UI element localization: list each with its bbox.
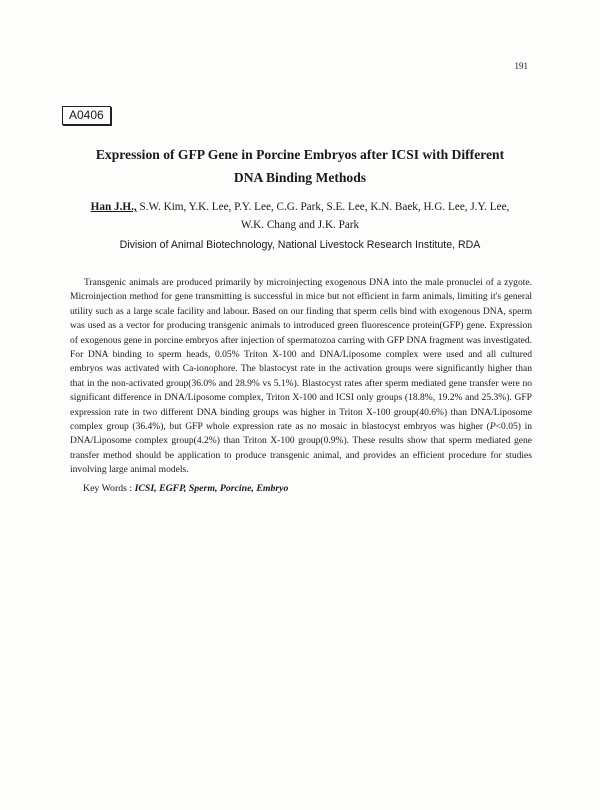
abstract-text-part-2: <0.05) in DNA/Liposome complex group(4.2%) than Triton X-100 group(0.9%). These results show that sperm mediated gene transfer method should be application to produce transgenic animal, and provides an efficient procedure for studies involving large animal models.	[70, 421, 532, 476]
title-line-1: Expression of GFP Gene in Porcine Embryos after ICSI with Different	[95, 147, 505, 162]
co-authors: S.W. Kim, Y.K. Lee, P.Y. Lee, C.G. Park, S.E. Lee, K.N. Baek, H.G. Lee, J.Y. Lee,	[139, 201, 510, 213]
author-list	[70, 198, 530, 234]
abstract-text-part-1: Transgenic animals are produced primarily by microinjecting exogenous DNA into the male pronuclei of a zygote. Microinjection method for gene transmitting is successful in mice but not efficient in farm animals, limiting it's general utility such as a large scale facility and labour. Based on our finding that sperm cells bind with exogenous DNA, sperm was used as a vector for producing transgenic animals to introduced green fluorescence protein(GFP) gene. Expression of exogenous gene in porcine embryos after injection of spermatozoa carring with GFP DNA fragment was investigated. For DNA binding to sperm heads, 0.05% Triton X-100 and DNA/Liposome complex were used and all cultured embryos was activated with Ca-ionophore. The blastocyst rate in the activation groups were significantly higher than that in the non-activated group(36.0% and 28.9% vs 5.1%). Blastocyst rates after sperm mediated gene transfer were no significant difference in DNA/Liposome complex, Triton X-100 and ICSI only groups (18.8%, 19.2% and 25.3%). GFP expression rate in two different DNA binding groups was higher in Triton X-100 group(40.6%) than DNA/Liposome complex group (36.4%), but GFP whole expression rate as no mosaic in blastocyst embryos was higher (	[70, 277, 532, 433]
authors-line-2: W.K. Chang and J.K. Park	[240, 219, 360, 231]
keywords-terms: ICSI, EGFP, Sperm, Porcine, Embryo	[134, 483, 289, 494]
page-number: 191	[514, 61, 528, 71]
keywords-label: Key Words :	[83, 483, 135, 494]
authors-line-1	[70, 198, 530, 216]
abstract-id-box: A0406	[62, 106, 111, 125]
keywords	[83, 483, 288, 494]
title-line-2: DNA Binding Methods	[233, 170, 367, 185]
abstract-body	[70, 276, 532, 478]
paper-title	[60, 143, 540, 189]
affiliation: Division of Animal Biotechnology, National Livestock Research Institute, RDA	[119, 239, 481, 251]
p-value-symbol: P	[489, 421, 496, 433]
first-author: Han J.H.,	[90, 201, 137, 213]
